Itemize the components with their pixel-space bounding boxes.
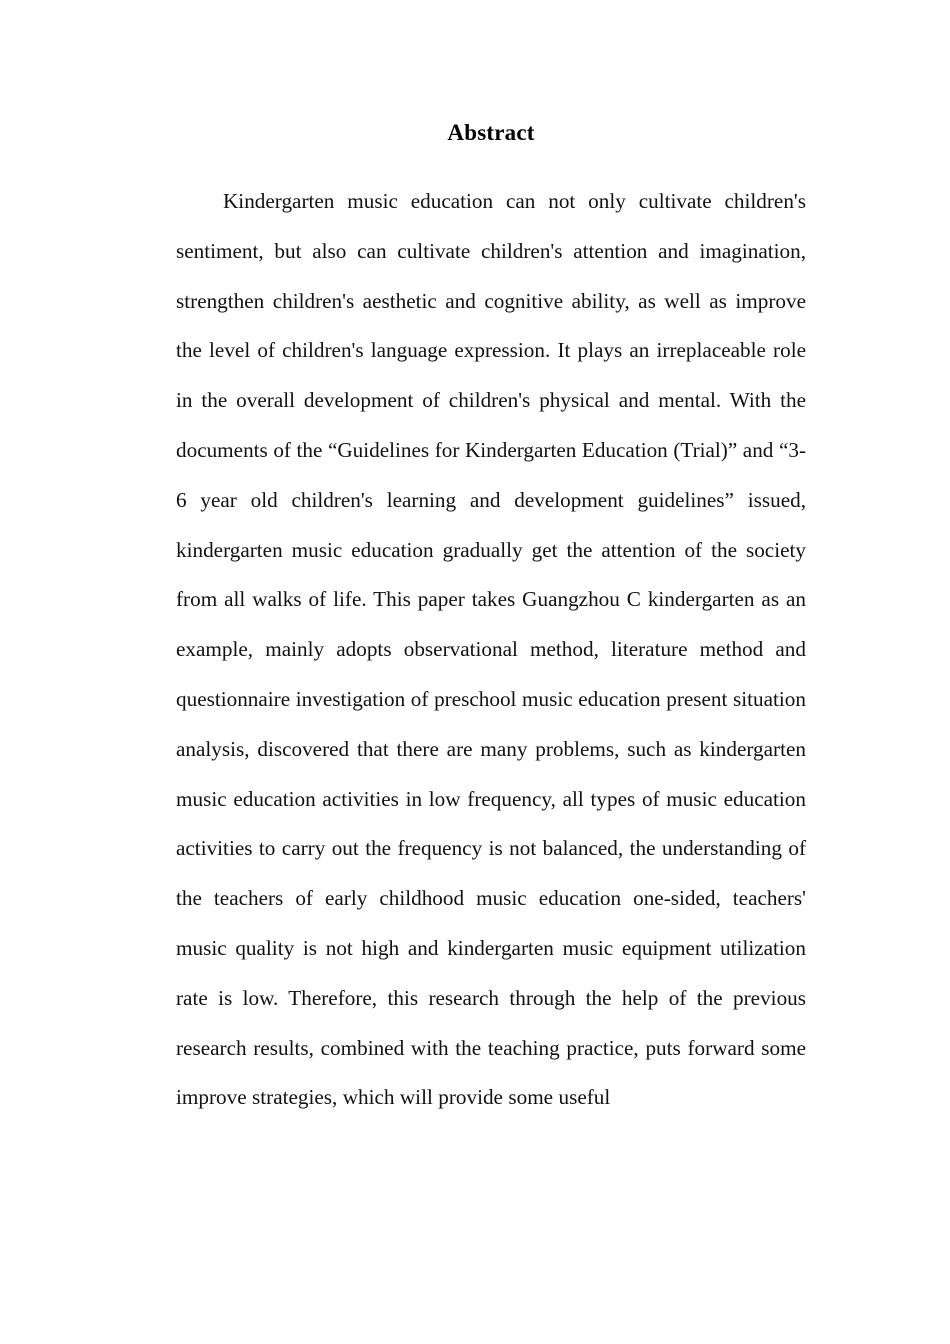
page-bottom-margin bbox=[0, 1170, 950, 1344]
page-title: Abstract bbox=[447, 120, 535, 145]
text-column bbox=[176, 0, 806, 1123]
abstract-paragraph: Kindergarten music education can not only cultivate children's sentiment, but also can cultivate children's attention and imagination, strengthen children's aesthetic and cognitive ability, as well as improve the level of children's language expression. It plays an irreplaceable role in the overall development of children's physical and mental. With the documents of the “Guidelines for Kindergarten Education (Trial)” and “3-6 year old children's learning and development guidelines” issued, kindergarten music education gradually get the attention of the society from all walks of life. This paper takes Guangzhou C kindergarten as an example, mainly adopts observational method, literature method and questionnaire investigation of preschool music education present situation analysis, discovered that there are many problems, such as kindergarten music education activities in low frequency, all types of music education activities to carry out the frequency is not balanced, the understanding of the teachers of early childhood music education one-sided, teachers' music quality is not high and kindergarten music equipment utilization rate is low. Therefore, this research through the help of the previous research results, combined with the teaching practice, puts forward some improve strategies, which will provide some useful bbox=[176, 189, 806, 1110]
